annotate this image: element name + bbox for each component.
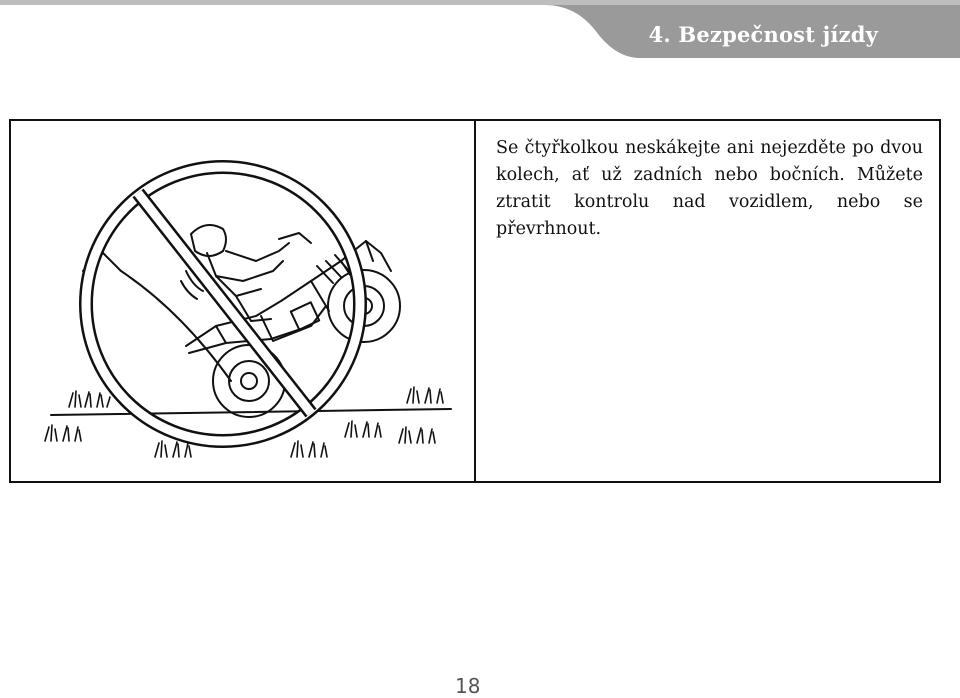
warning-text: Se čtyřkolkou neskákejte ani nejezděte po dvou kolech, ať už zadních nebo bočních. Můžete ztratit kontrolu nad vozidlem, nebo se převrhnout. xyxy=(496,138,923,239)
illustration-cell xyxy=(11,121,476,481)
section-title: 4. Bezpečnost jízdy xyxy=(648,22,878,47)
page-number: 18 xyxy=(455,674,481,698)
prohibited-wheelie-atv-illustration xyxy=(11,121,474,481)
safety-warning-box xyxy=(9,119,941,483)
prohibition-sign-icon xyxy=(86,167,360,441)
text-cell xyxy=(476,121,939,481)
